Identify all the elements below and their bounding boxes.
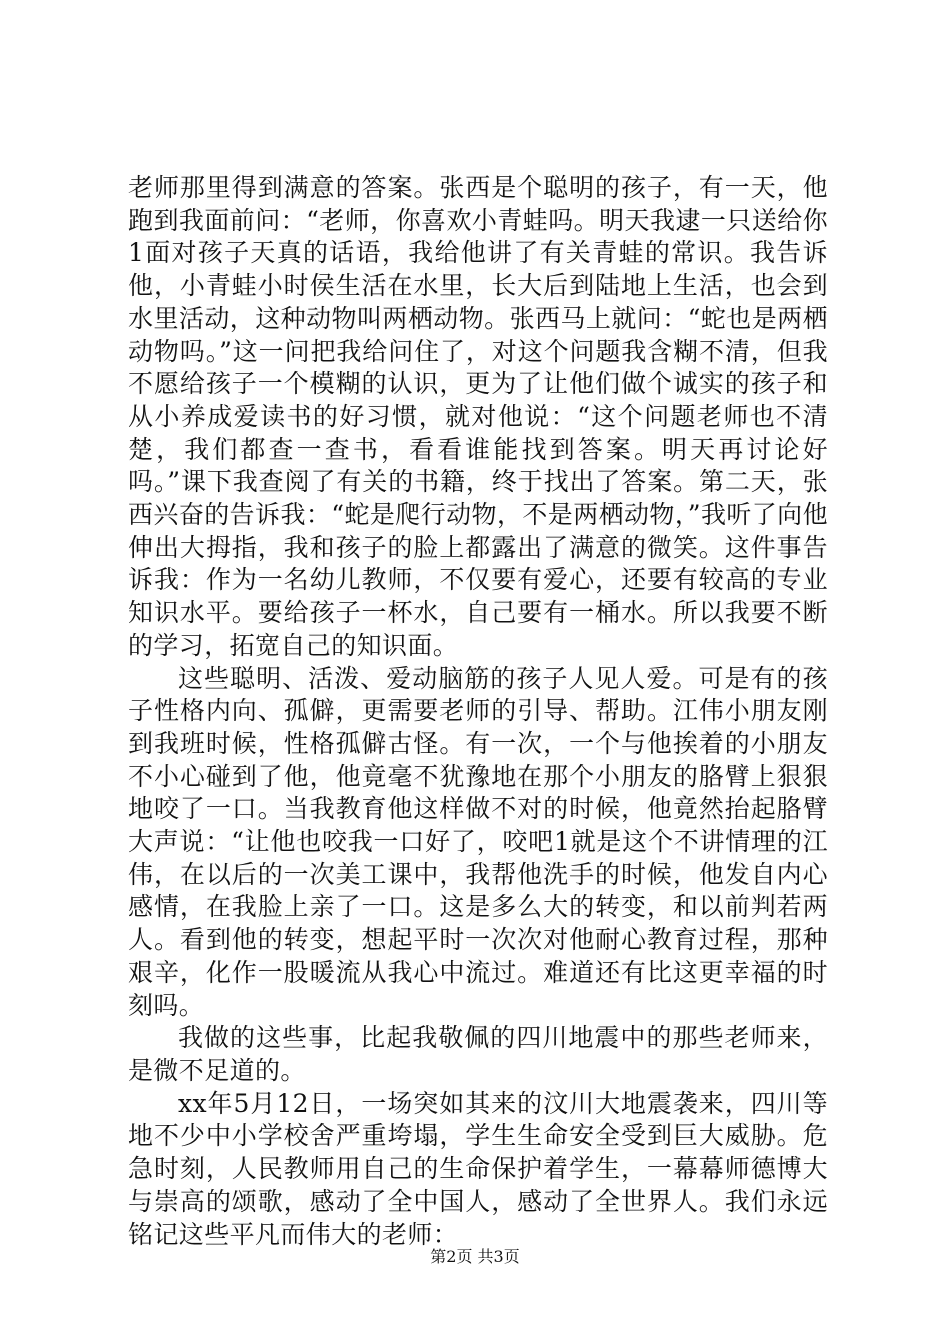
document-body: [128, 172, 828, 1251]
paragraph-4: xx年5月12日，一场突如其来的汶川大地震袭来，四川等地不少中小学校舍严重垮塌，学生生命安全受到巨大威胁。危急时刻，人民教师用自己的生命保护着学生，一幕幕师德博大与崇高的颂歌，感动了全中国人，感动了全世界人。我们永远铭记这些平凡而伟大的老师：: [128, 1088, 828, 1249]
page-number-footer: 第2页 共3页: [430, 1247, 520, 1266]
paragraph-1: 老师那里得到满意的答案。张西是个聪明的孩子，有一天，他跑到我面前问：“老师，你喜欢小青蛙吗。明天我逮一只送给你1面对孩子天真的话语，我给他讲了有关青蛙的常识。我告诉他，小青蛙小时侯生活在水里，长大后到陆地上生活，也会到水里活动，这种动物叫两栖动物。张西马上就问：“蛇也是两栖动物吗。”这一问把我给问住了，对这个问题我含糊不清，但我不愿给孩子一个模糊的认识，更为了让他们做个诚实的孩子和从小养成爱读书的好习惯，就对他说：“这个问题老师也不清楚，我们都查一查书，看看谁能找到答案。明天再讨论好吗。”课下我查阅了有关的书籍，终于找出了答案。第二天，张西兴奋的告诉我：“蛇是爬行动物，不是两栖动物，”我听了向他伸出大拇指，我和孩子的脸上都露出了满意的微笑。这件事告诉我：作为一名幼儿教师，不仅要有爱心，还要有较高的专业知识水平。要给孩子一杯水，自己要有一桶水。所以我要不断的学习，拓宽自己的知识面。: [128, 173, 828, 660]
paragraph-2: 这些聪明、活泼、爱动脑筋的孩子人见人爱。可是有的孩子性格内向、孤僻，更需要老师的引导、帮助。江伟小朋友刚到我班时候，性格孤僻古怪。有一次，一个与他挨着的小朋友不小心碰到了他，他竟毫不犹豫地在那个小朋友的胳臂上狠狠地咬了一口。当我教育他这样做不对的时候，他竟然抬起胳臂大声说：“让他也咬我一口好了，咬吧1就是这个不讲情理的江伟，在以后的一次美工课中，我帮他洗手的时候，他发自内心感情，在我脸上亲了一口。这是多么大的转变，和以前判若两人。看到他的转变，想起平时一次次对他耐心教育过程，那种艰辛，化作一股暖流从我心中流过。难道还有比这更幸福的时刻吗。: [128, 663, 828, 1020]
paragraph-3: 我做的这些事，比起我敬佩的四川地震中的那些老师来，是微不足道的。: [128, 1023, 828, 1085]
